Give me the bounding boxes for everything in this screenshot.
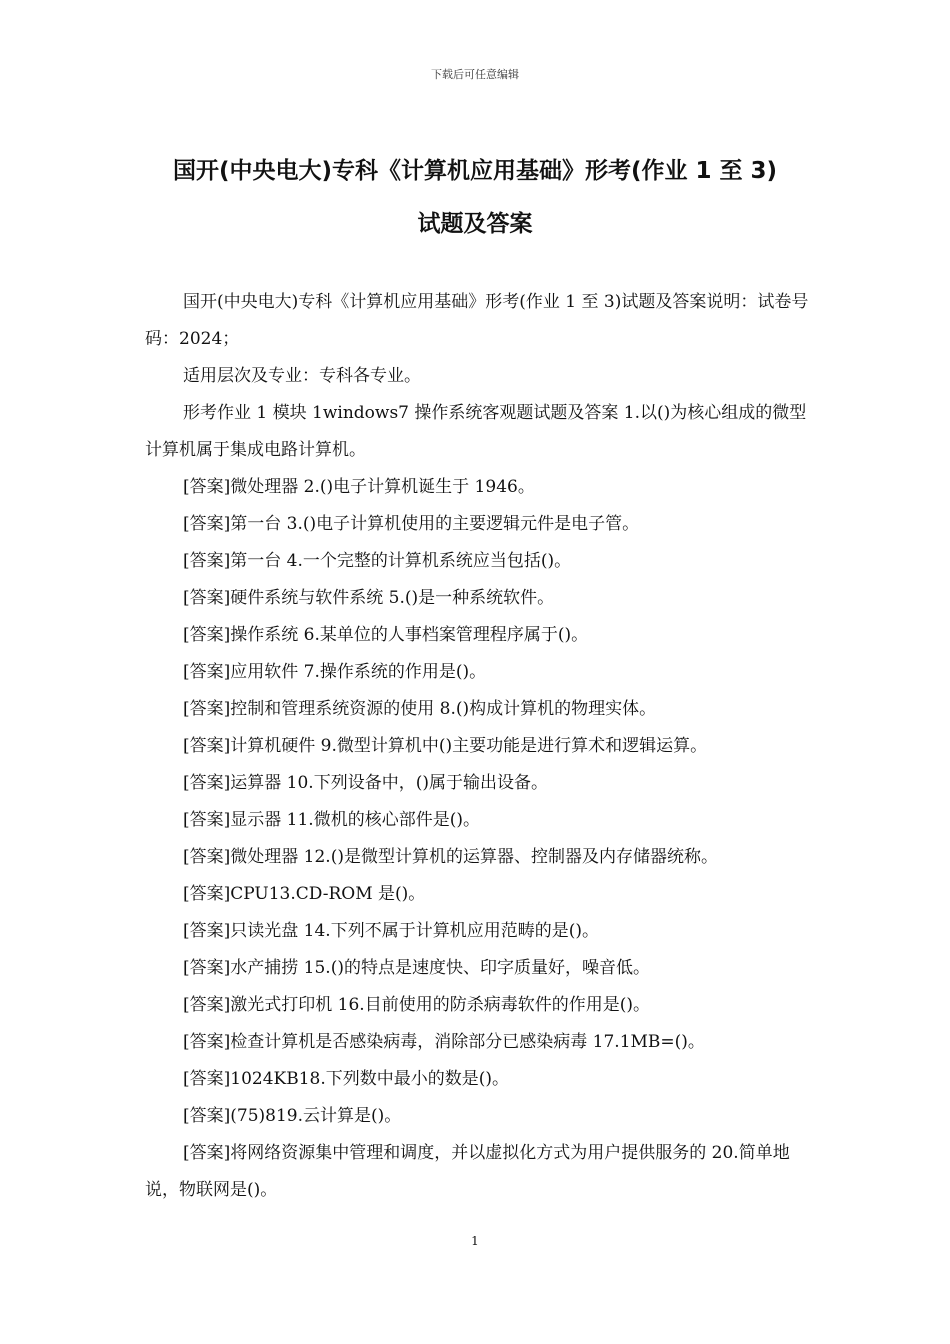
paragraph: [答案]微处理器 12.()是微型计算机的运算器、控制器及内存储器统称。 (183, 847, 718, 867)
paragraph: [答案]水产捕捞 15.()的特点是速度快、印字质量好，噪音低。 (183, 958, 650, 978)
paragraph: [答案]微处理器 2.()电子计算机诞生于 1946。 (183, 477, 535, 497)
paragraph: 形考作业 1 模块 1windows7 操作系统客观题试题及答案 1.以()为核心组成的微型计算机属于集成电路计算机。 (145, 403, 807, 460)
paragraph: 国开(中央电大)专科《计算机应用基础》形考(作业 1 至 3)试题及答案说明：试卷号码：2024； (145, 292, 809, 349)
paragraph: [答案]硬件系统与软件系统 5.()是一种系统软件。 (183, 588, 555, 608)
paragraph: [答案]检查计算机是否感染病毒，消除部分已感染病毒 17.1MB=()。 (183, 1032, 705, 1052)
paragraph: [答案]将网络资源集中管理和调度，并以虚拟化方式为用户提供服务的 20.简单地说，物联网是()。 (145, 1143, 790, 1200)
paragraph: [答案]应用软件 7.操作系统的作用是()。 (183, 662, 487, 682)
paragraph: [答案]计算机硬件 9.微型计算机中()主要功能是进行算术和逻辑运算。 (183, 736, 708, 756)
document-title-line-2: 试题及答案 (417, 211, 533, 237)
page-number: 1 (471, 1234, 479, 1248)
paragraph: [答案]操作系统 6.某单位的人事档案管理程序属于()。 (183, 625, 589, 645)
paragraph: [答案]CPU13.CD-ROM 是()。 (183, 884, 426, 904)
header-note: 下载后可任意编辑 (431, 68, 519, 81)
paragraph: [答案](75)819.云计算是()。 (183, 1106, 402, 1126)
paragraph: [答案]第一台 3.()电子计算机使用的主要逻辑元件是电子管。 (183, 514, 640, 534)
paragraph: [答案]运算器 10.下列设备中，()属于输出设备。 (183, 773, 548, 793)
paragraph: [答案]第一台 4.一个完整的计算机系统应当包括()。 (183, 551, 572, 571)
paragraph: [答案]1024KB18.下列数中最小的数是()。 (183, 1069, 510, 1089)
document-title-line-1: 国开(中央电大)专科《计算机应用基础》形考(作业 1 至 3) (172, 158, 778, 184)
paragraph: [答案]显示器 11.微机的核心部件是()。 (183, 810, 480, 830)
document-body (145, 284, 815, 1209)
paragraph: [答案]激光式打印机 16.目前使用的防杀病毒软件的作用是()。 (183, 995, 650, 1015)
paragraph: [答案]控制和管理系统资源的使用 8.()构成计算机的物理实体。 (183, 699, 657, 719)
paragraph: [答案]只读光盘 14.下列不属于计算机应用范畴的是()。 (183, 921, 599, 941)
paragraph: 适用层次及专业：专科各专业。 (183, 366, 421, 386)
